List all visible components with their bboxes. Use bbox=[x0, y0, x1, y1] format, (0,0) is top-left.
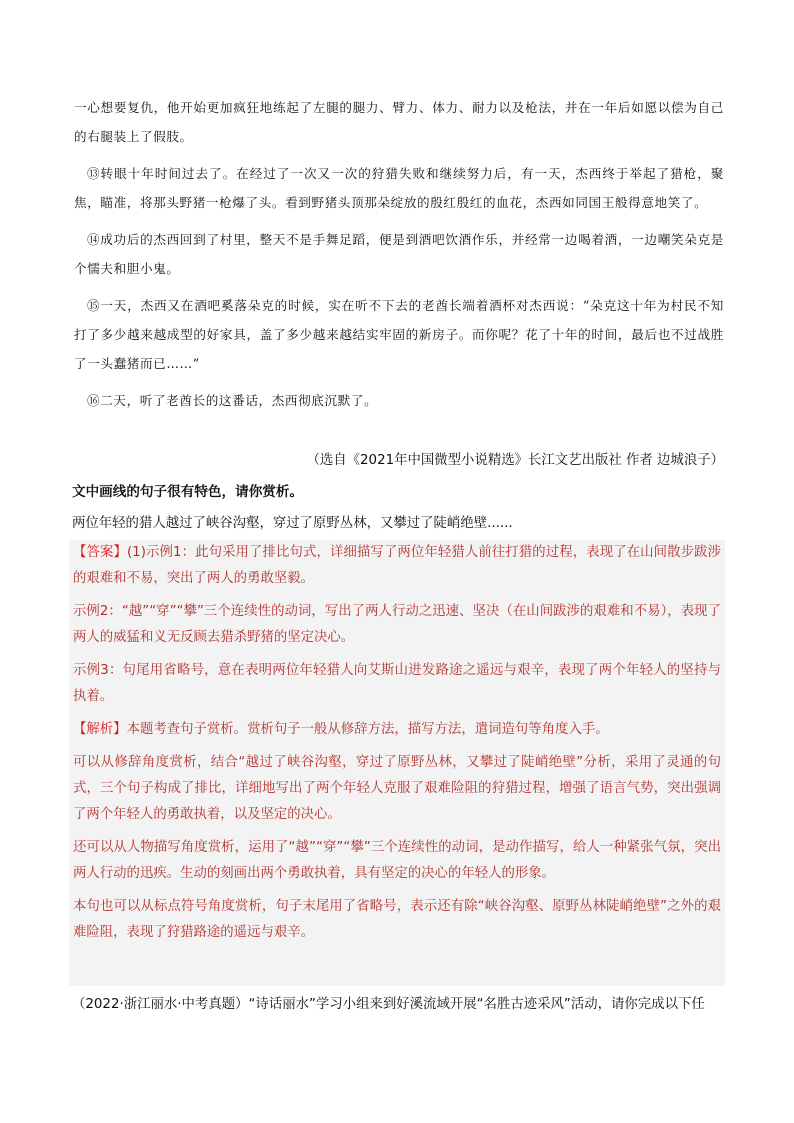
analysis-rhetoric: 可以从修辞角度赏析，结合“越过了峡谷沟壑，穿过了原野丛林，又攀过了陡峭绝壁”分析，采用了灵通的句式，三个句子构成了排比，详细地写出了两个年轻人克服了艰难险阻的狩猎过程，增强了语言气势，突出强调了两个年轻人的勇敢执着，以及坚定的决心。 bbox=[73, 755, 721, 822]
quoted-sentence: 两位年轻的猎人越过了峡谷沟壑，穿过了原野丛林，又攀过了陡峭绝壁...... bbox=[72, 516, 513, 531]
answer-example-2: 示例2：“越”“穿”“攀”三个连续性的动词，写出了两人行动之迅速、坚决（在山间跋涉的艰难和不易），表现了两人的威猛和义无反顾去猎杀野猪的坚定决心。 bbox=[73, 604, 721, 645]
answer-section bbox=[69, 540, 725, 986]
analysis-character: 还可以从人物描写角度赏析，运用了“越”“穿”“攀”三个连续性的动词，是动作描写，给人一种紧张气氛，突出两人行动的迅疾。生动的刻画出两个勇敢执着，具有坚定的决心的年轻人的形象。 bbox=[73, 840, 721, 881]
source-citation: （选自《2021年中国微型小说精选》长江文艺出版社 作者 边城浪子） bbox=[306, 453, 724, 468]
question-prompt: 文中画线的句子很有特色，请你赏析。 bbox=[72, 484, 304, 500]
story-paragraph-14: ⑭成功后的杰西回到了村里，整天不是手舞足蹈，便是到酒吧饮酒作乐，并经常一边喝着酒，一边嘲笑朵克是个懦夫和胆小鬼。 bbox=[74, 232, 724, 276]
story-text bbox=[74, 93, 724, 415]
analysis-intro bbox=[69, 717, 725, 743]
analysis-tag: 【解析】 bbox=[73, 722, 127, 737]
next-question: （2022·浙江丽水·中考真题）“诗话丽水”学习小组来到好溪流域开展“名胜古迹采风”活动，请你完成以下任 bbox=[72, 997, 705, 1012]
answer-tag: 【答案】 bbox=[73, 545, 127, 560]
answer-example-1 bbox=[69, 540, 725, 592]
answer-example-3: 示例3：句尾用省略号，意在表明两位年轻猎人向艾斯山进发路途之遥远与艰辛，表现了两个年轻人的坚持与执着。 bbox=[73, 663, 721, 704]
story-paragraph-13: ⑬转眼十年时间过去了。在经过了一次又一次的狩猎失败和继续努力后，有一天，杰西终于举起了猎枪，聚焦，瞄准，将那头野猪一枪爆了头。看到野猪头顶那朵绽放的殷红殷红的血花，杰西如同国王般得意地笑了。 bbox=[74, 166, 724, 210]
analysis-punctuation: 本句也可以从标点符号角度赏析，句子末尾用了省略号，表示还有除“峡谷沟壑、原野丛林陡峭绝壁”之外的艰难险阻，表现了狩猎路途的遥远与艰辛。 bbox=[73, 899, 721, 940]
analysis-intro-text: 本题考查句子赏析。赏析句子一般从修辞方法，描写方法，遣词造句等角度入手。 bbox=[126, 722, 609, 737]
story-paragraph-12-end: 一心想要复仇，他开始更加疯狂地练起了左腿的腿力、臂力、体力、耐力以及枪法，并在一年后如愿以偿为自己的右腿装上了假肢。 bbox=[74, 100, 724, 144]
story-paragraph-16: ⑯二天，听了老酋长的这番话，杰西彻底沉默了。 bbox=[87, 393, 378, 408]
answer-example-1-text: (1)示例1：此句采用了排比句式，详细描写了两位年轻猎人前往打猎的过程，表现了在山间散步跋涉的艰难和不易，突出了两人的勇敢坚毅。 bbox=[73, 545, 722, 586]
story-paragraph-15: ⑮一天，杰西又在酒吧奚落朵克的时候，实在听不下去的老酋长端着酒杯对杰西说：“朵克这十年为村民不知打了多少越来越成型的好家具，盖了多少越来越结实牢固的新房子。而你呢？花了十年的时间，最后也不过战胜了一头蠢猪而已……” bbox=[74, 298, 724, 371]
